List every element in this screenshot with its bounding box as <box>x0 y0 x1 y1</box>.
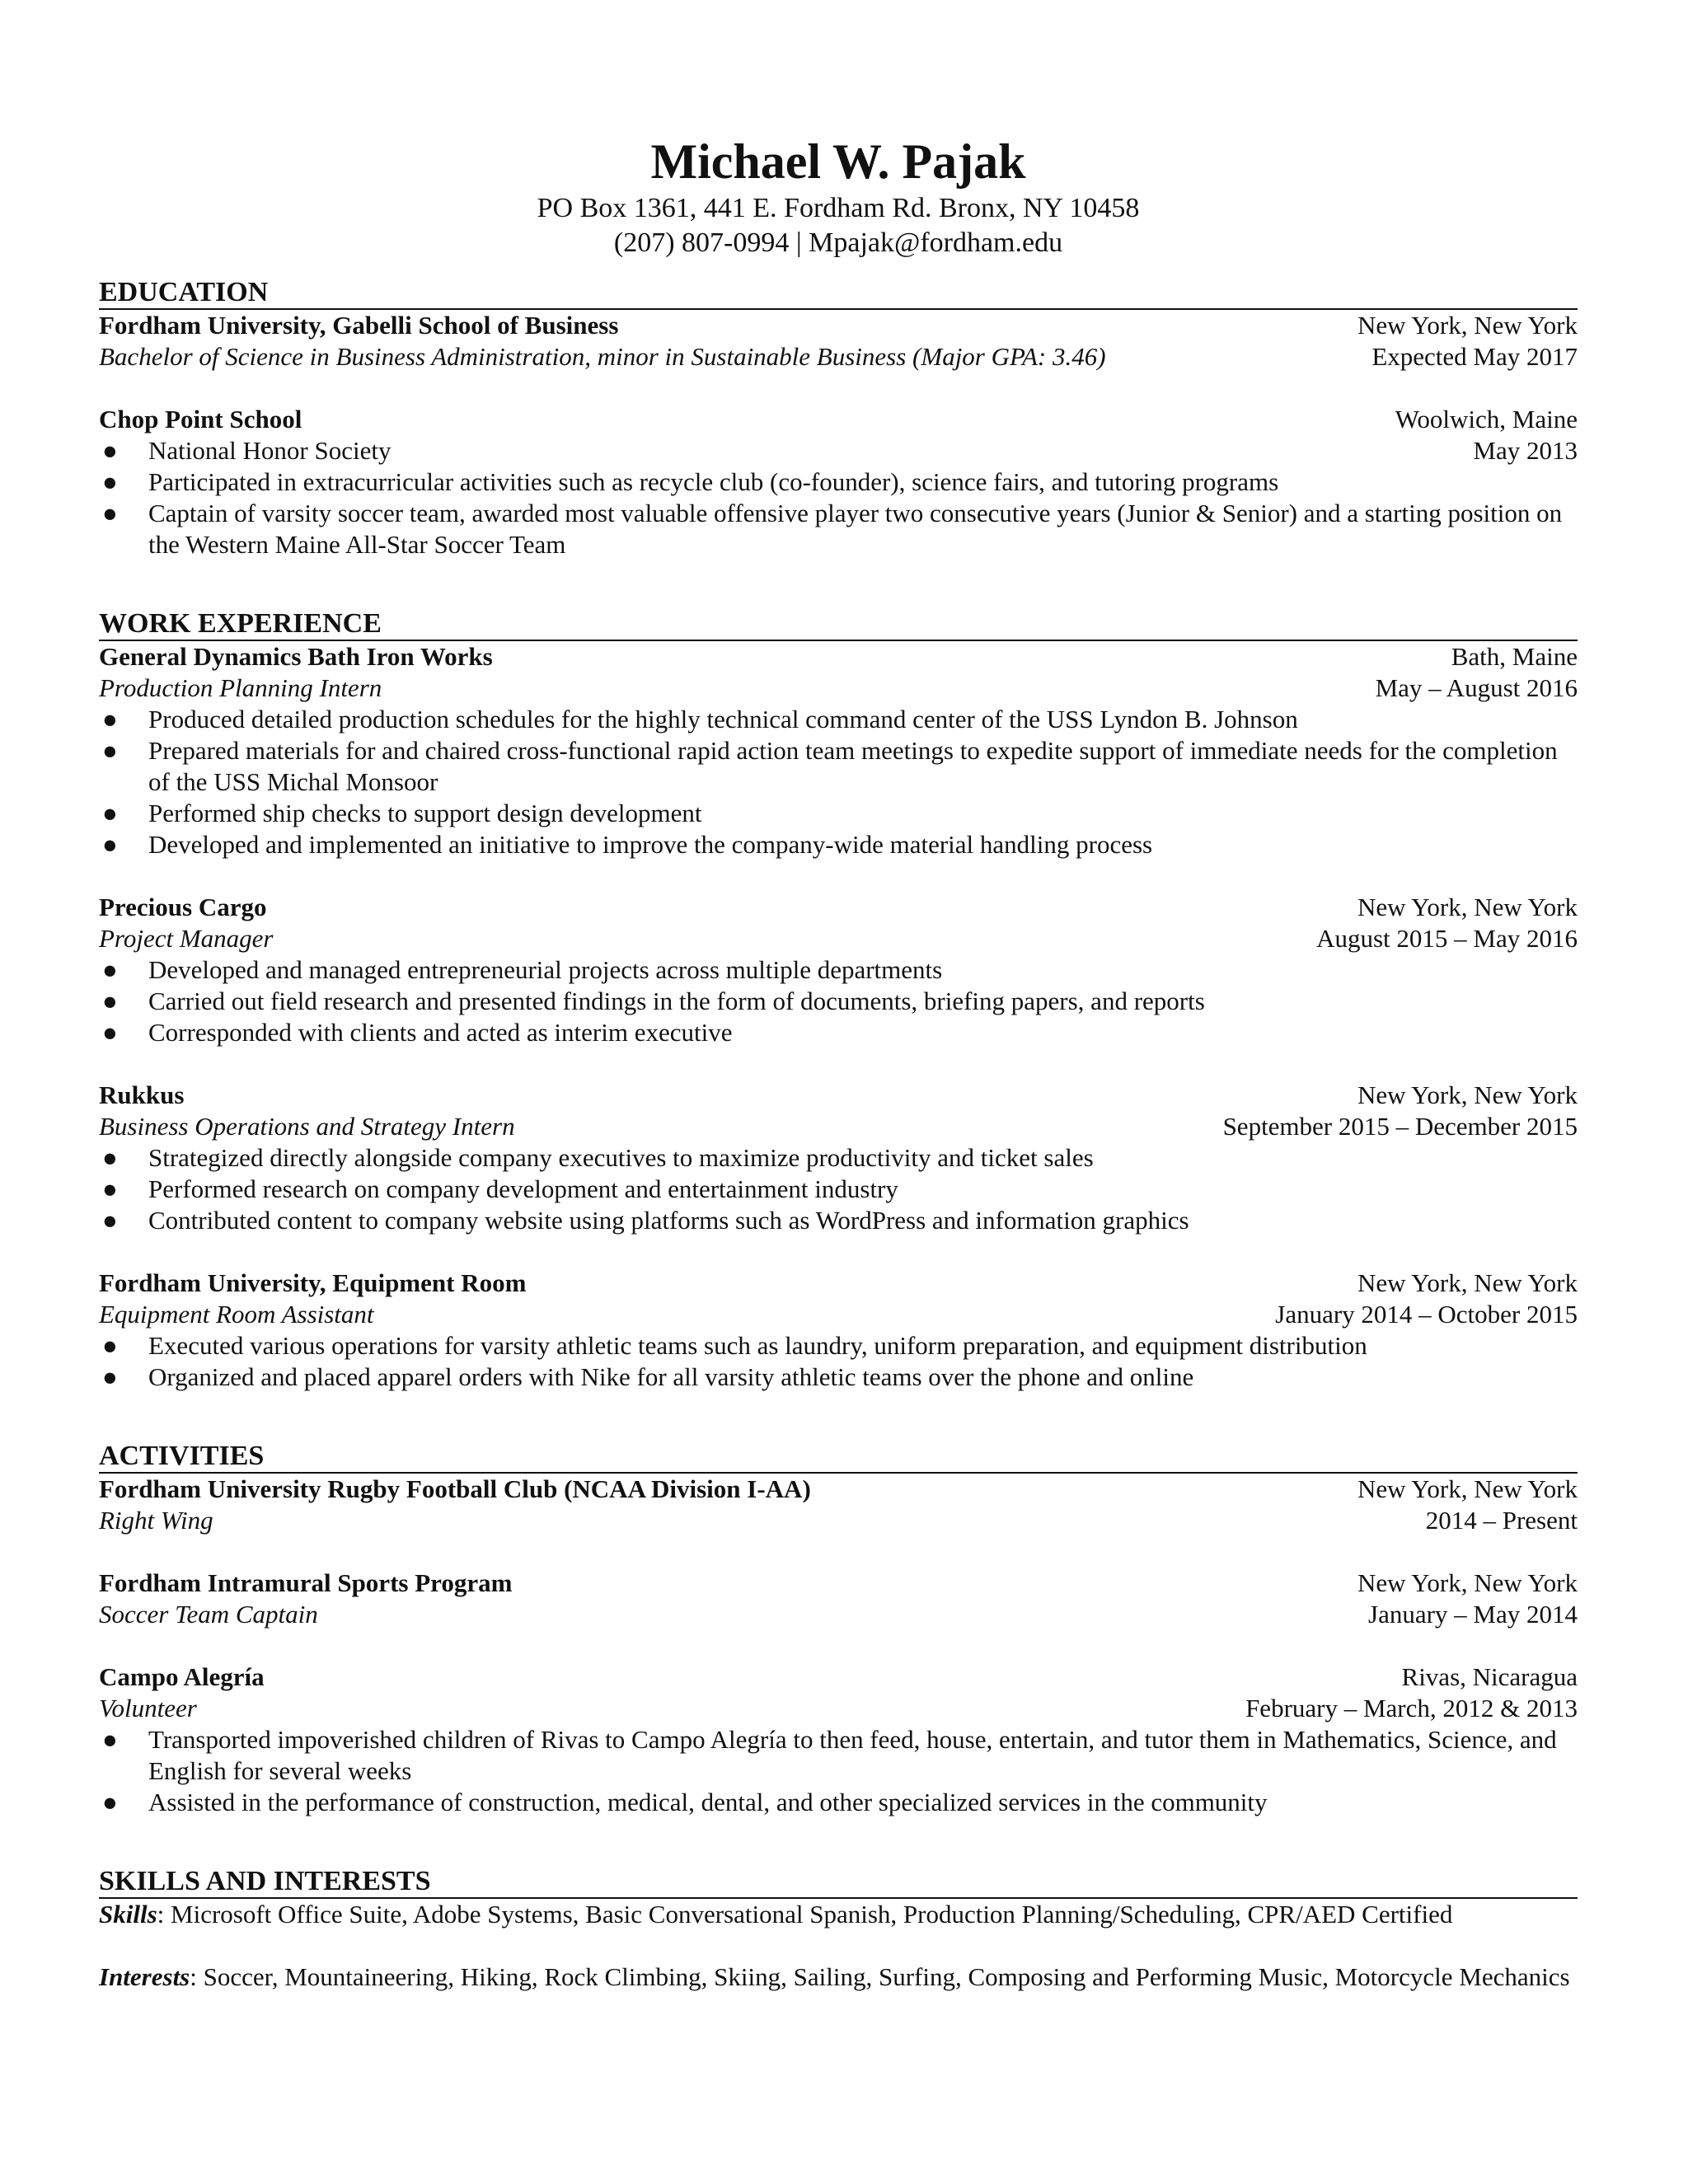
bullet-text: Performed ship checks to support design development <box>148 799 702 827</box>
resume-header <box>99 132 1578 260</box>
candidate-name: Michael W. Pajak <box>650 134 1026 189</box>
bullet-text: Strategized directly alongside company executives to maximize productivity and ticket sales <box>148 1143 1094 1172</box>
contact-line <box>99 226 1578 260</box>
bullet-text: Assisted in the performance of construction, medical, dental, and other specialized services in the community <box>148 1788 1268 1816</box>
job-title: Project Manager <box>99 924 274 953</box>
organization-name: Fordham Intramural Sports Program <box>99 1568 513 1597</box>
bullet-marker: ● <box>102 499 118 527</box>
entry-location: New York, New York <box>1357 1568 1578 1597</box>
bullet-text: Carried out field research and presented findings in the form of documents, briefing papers, and reports <box>148 987 1205 1015</box>
bullet-text: Organized and placed apparel orders with Nike for all varsity athletic teams over the phone and online <box>148 1362 1194 1391</box>
bullet-marker: ● <box>102 1018 118 1047</box>
bullet-text: Contributed content to company website using platforms such as WordPress and information graphics <box>148 1206 1189 1235</box>
bullet-item <box>99 1205 1578 1236</box>
entry-date: May 2013 <box>1473 436 1578 465</box>
work-entry <box>99 1268 1578 1393</box>
bullet-marker: ● <box>102 467 118 496</box>
entry-location: Woolwich, Maine <box>1395 405 1578 434</box>
interests-text: : Soccer, Mountaineering, Hiking, Rock Climbing, Skiing, Sailing, Surfing, Composing and Performing Music, Motorcycle Mechanics <box>190 1962 1570 1991</box>
section-heading: SKILLS AND INTERESTS <box>99 1866 1578 1899</box>
bullet-item <box>99 954 1578 986</box>
activities-section <box>99 1441 1578 1818</box>
skills-label: Skills <box>99 1900 157 1929</box>
job-title: Equipment Room Assistant <box>99 1300 374 1329</box>
organization-name: Fordham University, Equipment Room <box>99 1268 527 1297</box>
degree-title: Bachelor of Science in Business Administration, minor in Sustainable Business (Major GPA: 3.46) <box>99 342 1106 371</box>
education-entry <box>99 404 1578 560</box>
bullet-item <box>99 1174 1578 1205</box>
interests-label: Interests <box>99 1962 190 1991</box>
job-title: Business Operations and Strategy Intern <box>99 1112 515 1141</box>
bullet-text: Prepared materials for and chaired cross-functional rapid action team meetings to expedite support of immediate needs for the completion of the USS Michal Monsoor <box>148 736 1558 796</box>
entry-date: Expected May 2017 <box>1372 342 1578 371</box>
email-address: Mpajak@fordham.edu <box>809 227 1063 258</box>
organization-name: Rukkus <box>99 1080 185 1109</box>
phone-number: (207) 807-0994 <box>613 227 790 258</box>
bullet-text: Transported impoverished children of Rivas to Campo Alegría to then feed, house, entertain, and tutor them in Mathematics, Science, and English for several weeks <box>148 1725 1557 1785</box>
contact-separator: | <box>795 227 802 258</box>
skills-section <box>99 1866 1578 1993</box>
entry-date: 2014 – Present <box>1425 1506 1578 1535</box>
bullet-marker: ● <box>102 799 118 827</box>
education-entry <box>99 310 1578 373</box>
organization-name: Chop Point School <box>99 405 302 434</box>
bullet-item <box>99 498 1578 560</box>
entry-date: January 2014 – October 2015 <box>1275 1300 1578 1329</box>
bullet-item <box>99 704 1578 735</box>
bullet-text: National Honor Society <box>148 436 392 465</box>
bullet-marker: ● <box>102 705 118 733</box>
entry-location: New York, New York <box>1357 1080 1578 1109</box>
entry-location: New York, New York <box>1357 311 1578 340</box>
entry-location: New York, New York <box>1357 1268 1578 1297</box>
bullet-marker: ● <box>102 830 118 859</box>
section-heading: WORK EXPERIENCE <box>99 608 1578 641</box>
bullet-marker: ● <box>102 1174 118 1203</box>
section-heading: EDUCATION <box>99 277 1578 310</box>
work-entry <box>99 641 1578 860</box>
activity-role: Right Wing <box>99 1506 213 1535</box>
bullet-text: Participated in extracurricular activities such as recycle club (co-founder), science fairs, and tutoring programs <box>148 467 1279 496</box>
entry-date: August 2015 – May 2016 <box>1316 924 1578 953</box>
activity-entry <box>99 1661 1578 1818</box>
bullet-marker: ● <box>102 1788 118 1816</box>
bullet-text: Performed research on company development and entertainment industry <box>148 1174 898 1203</box>
bullet-marker: ● <box>102 1362 118 1391</box>
bullet-item <box>99 829 1578 860</box>
bullet-marker: ● <box>102 1331 118 1360</box>
address-line: PO Box 1361, 441 E. Fordham Rd. Bronx, NY 10458 <box>537 193 1140 223</box>
bullet-text: Executed various operations for varsity athletic teams such as laundry, uniform preparation, and equipment distribution <box>148 1331 1367 1360</box>
bullet-item <box>99 735 1578 798</box>
entry-location: New York, New York <box>1357 1474 1578 1503</box>
entry-location: Bath, Maine <box>1451 642 1578 671</box>
work-entry <box>99 1080 1578 1236</box>
bullet-marker: ● <box>102 436 118 465</box>
organization-name: Precious Cargo <box>99 893 267 921</box>
bullet-text: Developed and managed entrepreneurial projects across multiple departments <box>148 955 943 984</box>
bullet-marker: ● <box>102 1206 118 1235</box>
bullet-marker: ● <box>102 987 118 1015</box>
activity-entry <box>99 1474 1578 1536</box>
entry-date: May – August 2016 <box>1375 673 1578 702</box>
entry-location: Rivas, Nicaragua <box>1401 1662 1578 1691</box>
bullet-item <box>99 1361 1578 1393</box>
interests-line <box>99 1961 1578 1993</box>
bullet-item <box>99 1017 1578 1048</box>
bullet-item <box>99 986 1578 1017</box>
bullet-text: Corresponded with clients and acted as interim executive <box>148 1018 733 1047</box>
bullet-item <box>99 1724 1578 1787</box>
bullet-marker: ● <box>102 736 118 765</box>
bullet-marker: ● <box>102 955 118 984</box>
entry-date: January – May 2014 <box>1368 1600 1578 1629</box>
organization-name: Fordham University, Gabelli School of Business <box>99 311 619 340</box>
bullet-item <box>99 435 1578 466</box>
bullet-item <box>99 466 1578 498</box>
organization-name: Fordham University Rugby Football Club (NCAA Division I-AA) <box>99 1474 811 1503</box>
job-title: Production Planning Intern <box>99 673 382 702</box>
bullet-text: Produced detailed production schedules for the highly technical command center of the USS Lyndon B. Johnson <box>148 705 1298 733</box>
bullet-item <box>99 1330 1578 1361</box>
bullet-text: Developed and implemented an initiative to improve the company-wide material handling process <box>148 830 1153 859</box>
skills-line <box>99 1899 1578 1930</box>
entry-date: September 2015 – December 2015 <box>1222 1112 1578 1141</box>
activity-role: Volunteer <box>99 1694 197 1722</box>
activity-role: Soccer Team Captain <box>99 1600 318 1629</box>
work-experience-section <box>99 608 1578 1393</box>
entry-location: New York, New York <box>1357 893 1578 921</box>
education-section <box>99 277 1578 560</box>
bullet-item <box>99 1142 1578 1174</box>
skills-text: : Microsoft Office Suite, Adobe Systems, Basic Conversational Spanish, Production Planning/Scheduling, CPR/AED Certified <box>157 1900 1453 1929</box>
bullet-item <box>99 798 1578 829</box>
bullet-marker: ● <box>102 1143 118 1172</box>
section-heading: ACTIVITIES <box>99 1441 1578 1474</box>
bullet-text: Captain of varsity soccer team, awarded most valuable offensive player two consecutive years (Junior & Senior) and a starting position on the Western Maine All-Star Soccer Team <box>148 499 1563 559</box>
activity-entry <box>99 1568 1578 1630</box>
organization-name: Campo Alegría <box>99 1662 265 1691</box>
organization-name: General Dynamics Bath Iron Works <box>99 642 493 671</box>
bullet-item <box>99 1787 1578 1818</box>
entry-date: February – March, 2012 & 2013 <box>1245 1694 1578 1722</box>
bullet-marker: ● <box>102 1725 118 1754</box>
work-entry <box>99 892 1578 1048</box>
